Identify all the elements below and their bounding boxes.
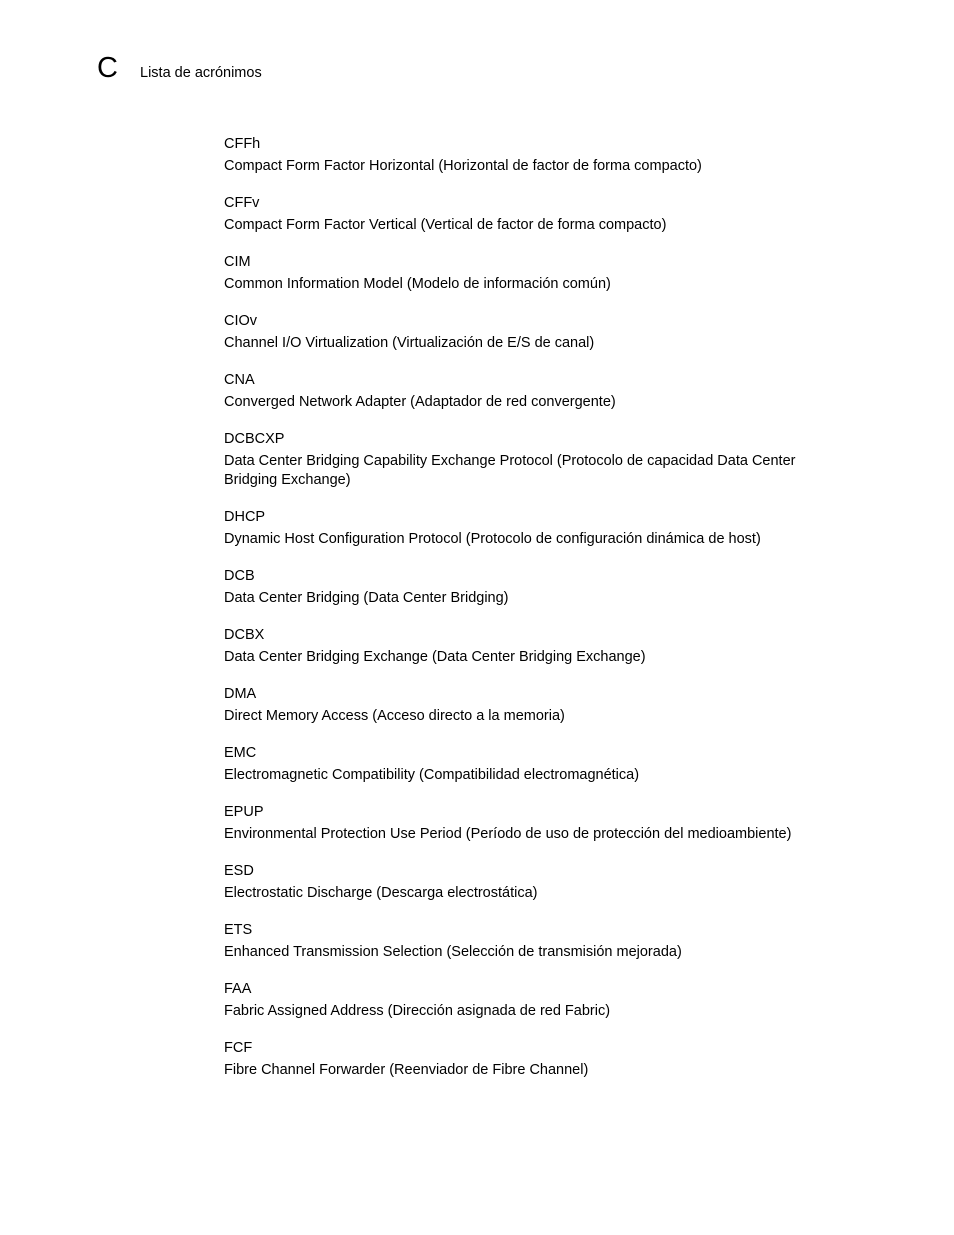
page-header (97, 52, 262, 84)
acronym-term: FCF (224, 1040, 253, 1056)
acronym-entry (224, 508, 824, 549)
acronym-definition: Data Center Bridging Capability Exchange Protocol (Protocolo de capacidad Data Center Bridging Exchange) (224, 453, 796, 488)
acronym-definition: Enhanced Transmission Selection (Selección de transmisión mejorada) (224, 944, 682, 960)
acronym-definition: Dynamic Host Configuration Protocol (Protocolo de configuración dinámica de host) (224, 531, 761, 547)
acronym-term: CIM (224, 254, 251, 270)
acronym-term: DHCP (224, 509, 266, 525)
acronym-entry (224, 980, 824, 1021)
acronym-definition: Common Information Model (Modelo de información común) (224, 276, 611, 292)
acronym-term: CNA (224, 372, 255, 388)
acronym-definition: Fabric Assigned Address (Dirección asignada de red Fabric) (224, 1003, 611, 1019)
acronym-entry (224, 567, 824, 608)
acronym-term: EPUP (224, 804, 264, 820)
acronym-list (224, 135, 824, 1098)
acronym-entry (224, 194, 824, 235)
acronym-definition: Compact Form Factor Horizontal (Horizontal de factor de forma compacto) (224, 158, 702, 174)
acronym-entry (224, 685, 824, 726)
acronym-definition: Converged Network Adapter (Adaptador de red convergente) (224, 394, 616, 410)
acronym-definition: Direct Memory Access (Acceso directo a la memoria) (224, 708, 565, 724)
acronym-entry (224, 135, 824, 176)
acronym-term: DCBX (224, 627, 265, 643)
acronym-definition: Data Center Bridging Exchange (Data Center Bridging Exchange) (224, 649, 646, 665)
acronym-definition: Fibre Channel Forwarder (Reenviador de Fibre Channel) (224, 1062, 589, 1078)
acronym-definition: Electrostatic Discharge (Descarga electrostática) (224, 885, 538, 901)
acronym-entry (224, 312, 824, 353)
acronym-entry (224, 744, 824, 785)
acronym-term: FAA (224, 981, 252, 997)
acronym-definition: Channel I/O Virtualization (Virtualización de E/S de canal) (224, 335, 595, 351)
acronym-definition: Data Center Bridging (Data Center Bridging) (224, 590, 509, 606)
acronym-entry (224, 430, 824, 490)
acronym-term: ESD (224, 863, 254, 879)
acronym-definition: Environmental Protection Use Period (Período de uso de protección del medioambiente) (224, 826, 792, 842)
acronym-term: CFFh (224, 136, 261, 152)
acronym-entry (224, 803, 824, 844)
acronym-definition: Compact Form Factor Vertical (Vertical de factor de forma compacto) (224, 217, 667, 233)
acronym-entry (224, 921, 824, 962)
acronym-entry (224, 371, 824, 412)
acronym-term: DMA (224, 686, 257, 702)
section-title: Lista de acrónimos (140, 65, 262, 81)
acronym-entry (224, 626, 824, 667)
acronym-term: CFFv (224, 195, 260, 211)
acronym-term: DCB (224, 568, 255, 584)
acronym-entry (224, 253, 824, 294)
acronym-entry (224, 1039, 824, 1080)
acronym-term: EMC (224, 745, 257, 761)
acronym-term: DCBCXP (224, 431, 285, 447)
acronym-definition: Electromagnetic Compatibility (Compatibilidad electromagnética) (224, 767, 640, 783)
acronym-term: CIOv (224, 313, 258, 329)
acronym-entry (224, 862, 824, 903)
acronym-term: ETS (224, 922, 253, 938)
appendix-letter: C (97, 52, 118, 84)
